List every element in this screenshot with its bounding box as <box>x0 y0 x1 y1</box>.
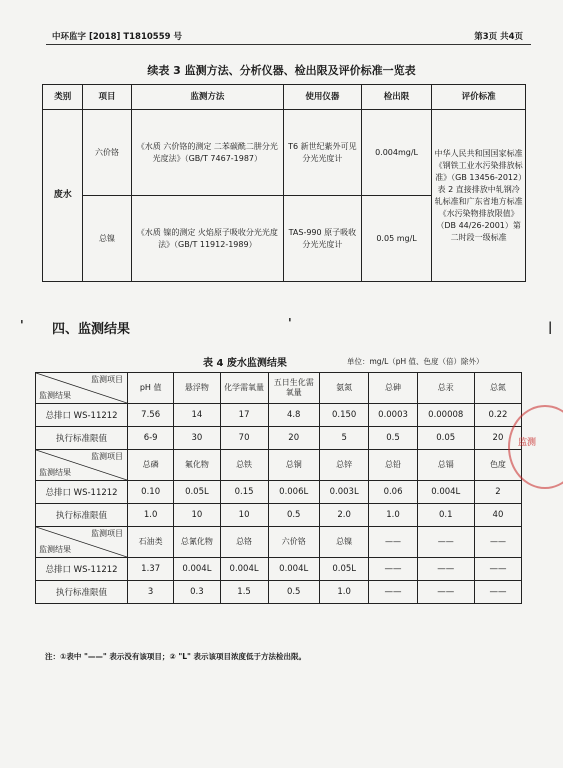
value-cell: —— <box>369 558 417 581</box>
value-cell: —— <box>474 581 521 604</box>
methods-table <box>42 84 526 282</box>
col-limit: 检出限 <box>361 85 432 110</box>
parameter-header: 六价铬 <box>268 527 319 558</box>
margin-mark: | <box>548 320 553 334</box>
standard-cell: 中华人民共和国国家标准《钢铁工业水污染排放标准》（GB 13456-2012）表 2 直接排放中轧钢冷轧标准和广东省地方标准《水污染物排放限值》（DB 44/26-2001）第二时段一级标准 <box>432 110 526 282</box>
value-cell: 7.56 <box>128 404 174 427</box>
section-title: 四、监测结果 <box>52 322 131 337</box>
value-cell: 10 <box>220 504 268 527</box>
instrument-cell: T6 新世纪紫外可见分光光度计 <box>284 110 362 196</box>
value-cell: —— <box>369 581 417 604</box>
corner-cell <box>36 373 128 404</box>
table-row <box>36 427 522 450</box>
row-label: 总排口 WS-11212 <box>36 481 128 504</box>
table4-title: 表 4 废水监测结果 <box>203 358 287 369</box>
value-cell: 70 <box>220 427 268 450</box>
value-cell: 0.05 <box>417 427 474 450</box>
value-cell: 0.003L <box>319 481 369 504</box>
row-label: 总排口 WS-11212 <box>36 404 128 427</box>
limit-cell: 0.05 mg/L <box>361 196 432 282</box>
parameter-header: 氨氮 <box>319 373 369 404</box>
value-cell: 0.004L <box>417 481 474 504</box>
results-header-row <box>36 527 522 558</box>
parameter-header: 总铅 <box>369 450 417 481</box>
value-cell: 0.004L <box>174 558 220 581</box>
col-category: 类别 <box>43 85 83 110</box>
header-rule <box>46 44 531 45</box>
parameter-header: 总汞 <box>417 373 474 404</box>
value-cell: 0.5 <box>369 427 417 450</box>
table4-unit: 单位：mg/L（pH 值、色度（倍）除外） <box>347 357 484 366</box>
value-cell: 17 <box>220 404 268 427</box>
value-cell: —— <box>417 558 474 581</box>
value-cell: 0.004L <box>220 558 268 581</box>
value-cell: 14 <box>174 404 220 427</box>
value-cell: 20 <box>474 427 521 450</box>
margin-mark: ' <box>288 316 292 330</box>
instrument-cell: TAS-990 原子吸收分光光度计 <box>284 196 362 282</box>
value-cell: 1.37 <box>128 558 174 581</box>
value-cell: 0.3 <box>174 581 220 604</box>
value-cell: 0.004L <box>268 558 319 581</box>
results-header-row <box>36 450 522 481</box>
value-cell: 1.0 <box>319 581 369 604</box>
table-row <box>36 504 522 527</box>
corner-cell <box>36 527 128 558</box>
value-cell: 0.5 <box>268 581 319 604</box>
corner-bottom-label: 监测结果 <box>39 391 71 401</box>
value-cell: 0.05L <box>174 481 220 504</box>
limit-cell: 0.004mg/L <box>361 110 432 196</box>
parameter-header: pH 值 <box>128 373 174 404</box>
value-cell: —— <box>417 581 474 604</box>
method-cell: 《水质 六价铬的测定 二苯碳酰二肼分光光度法》（GB/T 7467-1987） <box>131 110 283 196</box>
value-cell: 0.0003 <box>369 404 417 427</box>
seal-text: 监测 <box>518 438 537 448</box>
value-cell: 5 <box>319 427 369 450</box>
table-row <box>36 404 522 427</box>
parameter-header: —— <box>474 527 521 558</box>
row-label: 执行标准限值 <box>36 581 128 604</box>
value-cell: 3 <box>128 581 174 604</box>
parameter-header: 总铬 <box>220 527 268 558</box>
results-header-row <box>36 373 522 404</box>
value-cell: 0.1 <box>417 504 474 527</box>
table-row <box>36 558 522 581</box>
value-cell: 0.06 <box>369 481 417 504</box>
value-cell: 1.0 <box>369 504 417 527</box>
value-cell: 0.05L <box>319 558 369 581</box>
parameter-header: 总铁 <box>220 450 268 481</box>
parameter-header: 色度 <box>474 450 521 481</box>
parameter-header: —— <box>369 527 417 558</box>
corner-top-label: 监测项目 <box>91 375 124 384</box>
parameter-header: 化学需氧量 <box>220 373 268 404</box>
row-label: 执行标准限值 <box>36 504 128 527</box>
parameter-header: —— <box>417 527 474 558</box>
method-cell: 《水质 镍的测定 火焰原子吸收分光光度法》（GB/T 11912-1989） <box>131 196 283 282</box>
parameter-header: 石油类 <box>128 527 174 558</box>
value-cell: 4.8 <box>268 404 319 427</box>
margin-mark: ' <box>20 318 24 332</box>
value-cell: 0.00008 <box>417 404 474 427</box>
parameter-header: 五日生化需氧量 <box>268 373 319 404</box>
value-cell: 10 <box>174 504 220 527</box>
parameter-header: 氟化物 <box>174 450 220 481</box>
results-table <box>35 372 522 604</box>
parameter-header: 总磷 <box>128 450 174 481</box>
value-cell: 6-9 <box>128 427 174 450</box>
table-row <box>36 581 522 604</box>
parameter-header: 悬浮物 <box>174 373 220 404</box>
parameter-header: 总铜 <box>268 450 319 481</box>
col-method: 监测方法 <box>131 85 283 110</box>
table-row <box>36 481 522 504</box>
value-cell: 40 <box>474 504 521 527</box>
value-cell: 2 <box>474 481 521 504</box>
parameter-header: 总砷 <box>369 373 417 404</box>
table-row <box>43 110 526 196</box>
value-cell: 0.22 <box>474 404 521 427</box>
parameter-header: 总氮 <box>474 373 521 404</box>
corner-bottom-label: 监测结果 <box>39 545 71 555</box>
value-cell: 1.5 <box>220 581 268 604</box>
value-cell: —— <box>474 558 521 581</box>
value-cell: 2.0 <box>319 504 369 527</box>
corner-cell <box>36 450 128 481</box>
table-note: 注：①表中 "——" 表示没有该项目；② "L" 表示该项目浓度低于方法检出限。 <box>45 652 307 661</box>
page-indicator: 第3页 共4页 <box>474 32 523 42</box>
corner-top-label: 监测项目 <box>91 529 124 538</box>
item-cell: 六价铬 <box>83 110 131 196</box>
corner-bottom-label: 监测结果 <box>39 468 71 478</box>
item-cell: 总镍 <box>83 196 131 282</box>
table3-title: 续表 3 监测方法、分析仪器、检出限及评价标准一览表 <box>147 64 416 77</box>
value-cell: 0.10 <box>128 481 174 504</box>
value-cell: 30 <box>174 427 220 450</box>
row-label: 总排口 WS-11212 <box>36 558 128 581</box>
parameter-header: 总镉 <box>417 450 474 481</box>
value-cell: 1.0 <box>128 504 174 527</box>
value-cell: 20 <box>268 427 319 450</box>
value-cell: 0.5 <box>268 504 319 527</box>
col-instrument: 使用仪器 <box>284 85 362 110</box>
value-cell: 0.15 <box>220 481 268 504</box>
row-label: 执行标准限值 <box>36 427 128 450</box>
col-item: 项目 <box>83 85 131 110</box>
parameter-header: 总锌 <box>319 450 369 481</box>
corner-top-label: 监测项目 <box>91 452 124 461</box>
value-cell: 0.006L <box>268 481 319 504</box>
col-standard: 评价标准 <box>432 85 526 110</box>
parameter-header: 总氰化物 <box>174 527 220 558</box>
methods-table-header <box>43 85 526 110</box>
category-cell: 废水 <box>43 110 83 282</box>
report-number: 中环监字 [2018] T1810559 号 <box>52 32 183 42</box>
value-cell: 0.150 <box>319 404 369 427</box>
parameter-header: 总镍 <box>319 527 369 558</box>
